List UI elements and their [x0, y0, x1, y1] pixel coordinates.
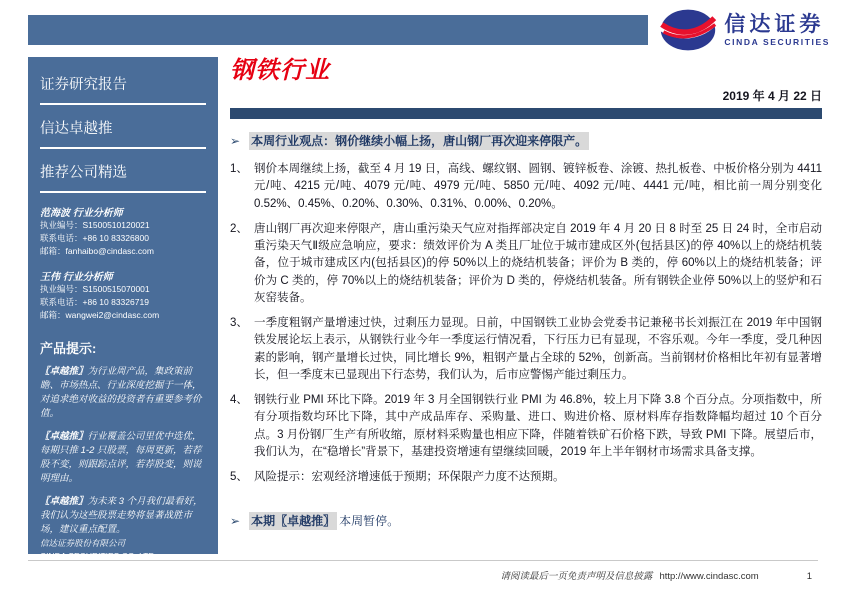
- analyst-block-2: [40, 268, 206, 321]
- product-tip-text: 为未来 3 个月我们最看好，我们认为这些股票走势将显著战胜市场，建议重点配置。: [40, 495, 203, 535]
- analyst-phone: 联系电话：+86 10 83326800: [40, 232, 149, 243]
- header-divider-bar: [230, 108, 822, 119]
- cinda-logo-icon: [659, 7, 717, 53]
- brand-logo-text: [724, 14, 830, 47]
- list-item-text: 唐山钢厂再次迎来停限产，唐山重污染天气应对指挥部决定自 2019 年 4 月 20 日 8 时至 25 日 24 时，全市启动重污染天气Ⅱ级应急响应，要求：绩效评价为 A 类且厂址位于城市建成区外(包括县区)的停 40%以上的烧结机装备，位于城市建成区内(包括县区)的停 50%以上的烧结机装备；评价为 B 类的，停 60%以上的烧结机装备；评价为 C 类的，停 70%以上的烧结机装备；评价为 D 类的，停烧结机装备。所有钢铁企业停 50%以上的竖炉和石灰窑装备。: [254, 222, 822, 304]
- analyst-email: 邮箱：wangwei2@cindasc.com: [40, 309, 160, 320]
- list-item-number: 5、: [230, 471, 248, 483]
- main-content: [230, 50, 822, 530]
- list-item-number: 3、: [230, 317, 248, 329]
- report-date: 2019 年 4 月 22 日: [722, 89, 822, 103]
- list-item-text: 钢价本周继续上扬，截至 4 月 19 日，高线、螺纹钢、圆钢、镀锌板卷、涂镀、热扎板卷、中板价格分别为 4411 元/吨、4215 元/吨、4079 元/吨、4979 元/吨、5850 元/吨、4092 元/吨、4441 元/吨，相比前一周分别变化 0.52%、0.45%、0.20%、0.30%、0.31%、0.00%、0.20%。: [254, 163, 822, 210]
- brand-logo: [659, 7, 830, 53]
- analyst-name-role: [40, 268, 206, 283]
- list-item: [230, 469, 822, 486]
- company-address: 北京市西城区闹市口大街 9 号院 1 号楼: [40, 563, 187, 574]
- list-item-text: 钢铁行业 PMI 环比下降。2019 年 3 月全国钢铁行业 PMI 为 46.8%，较上月下降 3.8 个百分点。分项指数中，所有分项指数均环比下降，其中产成品库存、采购量、进口、购进价格、原材料库存指数降幅均超过 10 个百分点。3 月份钢厂生产有所收缩，原材料采购量也相应下降，伴随着铁矿石价格下跌，导致 PMI 下降。展望后市，我们认为，在“稳增长”背景下，基建投资增速有望继续回暖，2019 年上半年钢材市场需求具备支撑。: [254, 394, 822, 458]
- product-tip-2: [40, 430, 206, 487]
- sidebar-item-cinda-zhuoyuetui: 信达卓越推: [40, 105, 206, 149]
- company-name-cn: 信达证券股份有限公司: [40, 538, 126, 549]
- product-tip-1: [40, 365, 206, 422]
- analyst-name: 范海波: [40, 208, 70, 219]
- list-item: [230, 315, 822, 384]
- list-item: [230, 221, 822, 307]
- analyst-license: 执业编号：S1500510120021: [40, 220, 150, 230]
- list-item-text: 风险提示：宏观经济增速低于预期；环保限产力度不达预期。: [254, 471, 565, 483]
- list-item: [230, 392, 822, 461]
- product-tip-3: [40, 495, 206, 538]
- product-tip-text: 为行业周产品，集政策前瞻、市场热点、行业深度挖掘于一体，对追求绝对收益的投资者有重要参考价值。: [40, 365, 202, 420]
- sidebar-item-recommended-companies: 推荐公司精选: [40, 149, 206, 193]
- analyst-block-1: [40, 204, 206, 257]
- arrow-bullet-icon: ➢: [230, 134, 241, 148]
- closing-text: 本周暂停。: [339, 514, 400, 529]
- sidebar-item-research-report: 证券研究报告: [40, 61, 206, 105]
- analyst-license: 执业编号：S1500515070001: [40, 284, 150, 295]
- footer-disclaimer: 请阅读最后一页免责声明及信息披露: [500, 571, 653, 582]
- company-name-en: CINDA SECURITIES CO.,LTD: [40, 551, 155, 561]
- brand-name-cn: 信达证券: [724, 12, 825, 36]
- list-item-text: 一季度粗钢产量增速过快，过剩压力显现。日前，中国钢铁工业协会党委书记兼秘书长刘振江在 2019 年中国钢铁发展论坛上表示，从钢铁行业今年一季度运行情况看，下行压力已有显现，不容乐观。今年一季度，受几种因素的影响，钢产量增长过快，同比增长 9%，粗钢产量占全球的 52%，创新高。当前钢材价格相比年初有显著增长，但一季度末已显现出下行态势，我们认为，后市应警惕产能过剩压力。: [254, 317, 822, 381]
- analyst-name-role: [40, 204, 206, 219]
- top-accent-bar: [28, 15, 648, 45]
- footer-url-link[interactable]: http://www.cindasc.com: [659, 571, 759, 582]
- analyst-name: 王伟: [40, 272, 60, 284]
- brand-name-en: CINDA SECURITIES: [724, 36, 830, 47]
- closing-row: [230, 512, 822, 530]
- analyst-phone: 联系电话：+86 10 83326719: [40, 297, 149, 307]
- product-tip-tag: 〖卓越推〗: [40, 365, 88, 377]
- product-tips-heading: 产品提示:: [40, 340, 97, 356]
- weekly-viewpoint-heading: 本周行业观点：钢价继续小幅上扬，唐山钢厂再次迎来停限产。: [251, 134, 588, 148]
- page-title: 钢铁行业: [230, 57, 330, 84]
- analyst-role: 行业分析师: [62, 272, 113, 284]
- list-item: [230, 161, 822, 213]
- viewpoint-list: [230, 161, 822, 486]
- company-postcode: 邮编： 100031: [40, 576, 97, 587]
- product-tip-tag: 〖卓越推〗: [40, 430, 88, 442]
- analyst-email: 邮箱：fanhaibo@cindasc.com: [40, 245, 154, 256]
- list-item-number: 4、: [230, 394, 248, 406]
- page-footer: [28, 560, 818, 582]
- list-item-number: 2、: [230, 222, 248, 235]
- product-tip-tag: 〖卓越推〗: [40, 495, 88, 507]
- product-tip-text: 行业覆盖公司里优中选优，每期只推 1-2 只股票，每周更新，若荐股不变，则跟踪点评，若荐股变，则说明理由。: [40, 430, 202, 485]
- arrow-bullet-icon: ➢: [230, 514, 241, 529]
- weekly-viewpoint-row: [230, 132, 822, 150]
- sidebar: [28, 57, 218, 587]
- analyst-role: 行业分析师: [72, 208, 123, 219]
- page-number: 1: [806, 571, 812, 582]
- closing-highlight: 本期〖卓越推〗: [251, 514, 336, 529]
- list-item-number: 1、: [230, 163, 248, 175]
